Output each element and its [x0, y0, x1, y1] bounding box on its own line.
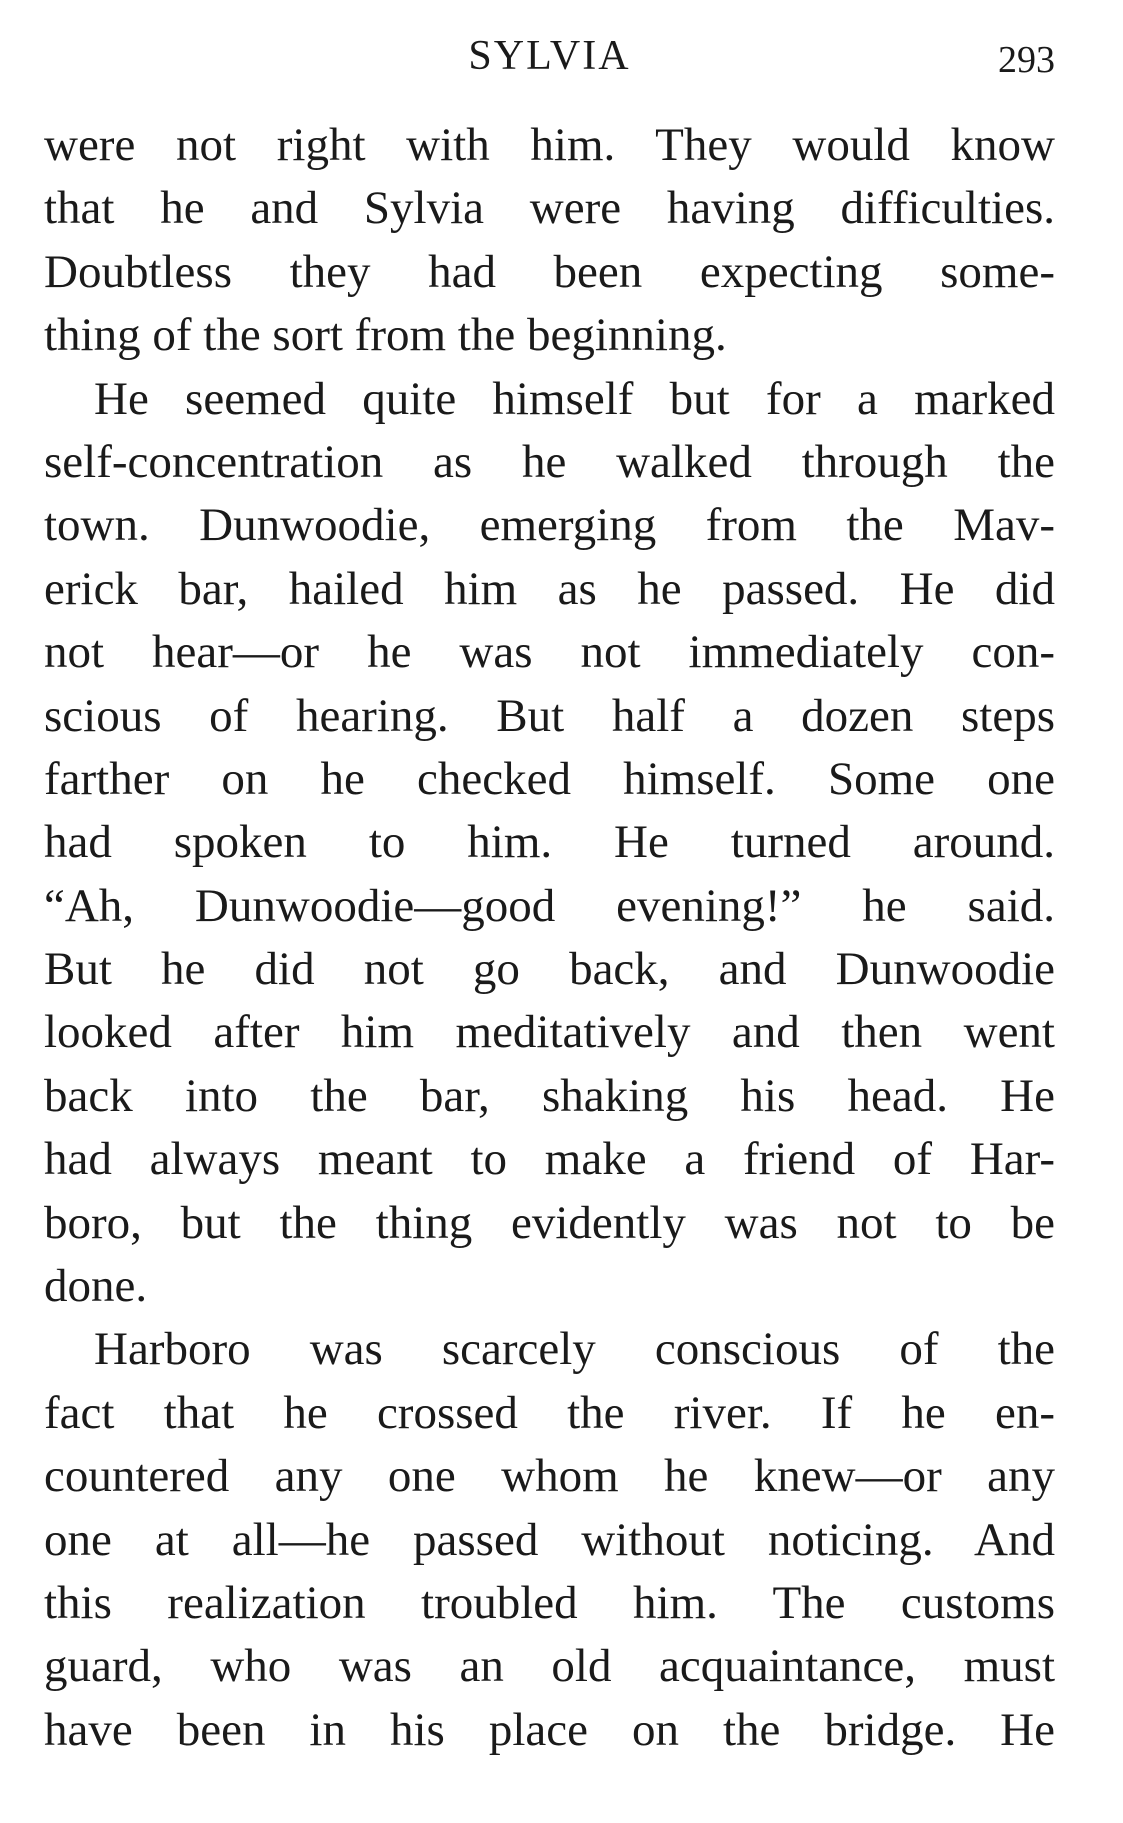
text-line: fact that he crossed the river. If he en- — [44, 1386, 1055, 1439]
text-line: done. — [44, 1260, 148, 1313]
text-line: had spoken to him. He turned around. — [44, 816, 1055, 869]
text-line: town. Dunwoodie, emerging from the Mav- — [44, 499, 1055, 552]
text-line: back into the bar, shaking his head. He — [44, 1069, 1055, 1122]
paragraph-start-line: He seemed quite himself but for a marked — [94, 372, 1055, 425]
paragraph-start-line: Harboro was scarcely conscious of the — [94, 1323, 1055, 1376]
text-line: thing of the sort from the beginning. — [44, 309, 727, 362]
text-line: self-concentration as he walked through the — [44, 435, 1055, 488]
text-line: “Ah, Dunwoodie—good evening!” he said. — [44, 879, 1055, 932]
text-line: had always meant to make a friend of Har- — [44, 1133, 1055, 1186]
running-head — [44, 28, 1055, 84]
text-line: countered any one whom he knew—or any — [44, 1450, 1055, 1503]
text-line: But he did not go back, and Dunwoodie — [44, 943, 1055, 996]
text-line: scious of hearing. But half a dozen steps — [44, 689, 1055, 742]
text-line: one at all—he passed without noticing. And — [44, 1513, 1055, 1566]
text-line: that he and Sylvia were having difficulties. — [44, 182, 1055, 235]
text-line: have been in his place on the bridge. He — [44, 1703, 1055, 1756]
text-line: farther on he checked himself. Some one — [44, 752, 1055, 805]
running-title: SYLVIA — [468, 33, 631, 79]
text-line: Doubtless they had been expecting some- — [44, 245, 1055, 298]
text-line: looked after him meditatively and then went — [44, 1006, 1055, 1059]
text-line: guard, who was an old acquaintance, must — [44, 1640, 1055, 1693]
text-line: not hear—or he was not immediately con- — [44, 626, 1055, 679]
text-line: were not right with him. They would know — [44, 119, 1055, 171]
text-line: this realization troubled him. The customs — [44, 1576, 1055, 1629]
text-line: boro, but the thing evidently was not to be — [44, 1196, 1055, 1249]
text-line: erick bar, hailed him as he passed. He did — [44, 562, 1055, 615]
page-number: 293 — [998, 39, 1055, 81]
body-text — [44, 114, 1055, 1762]
